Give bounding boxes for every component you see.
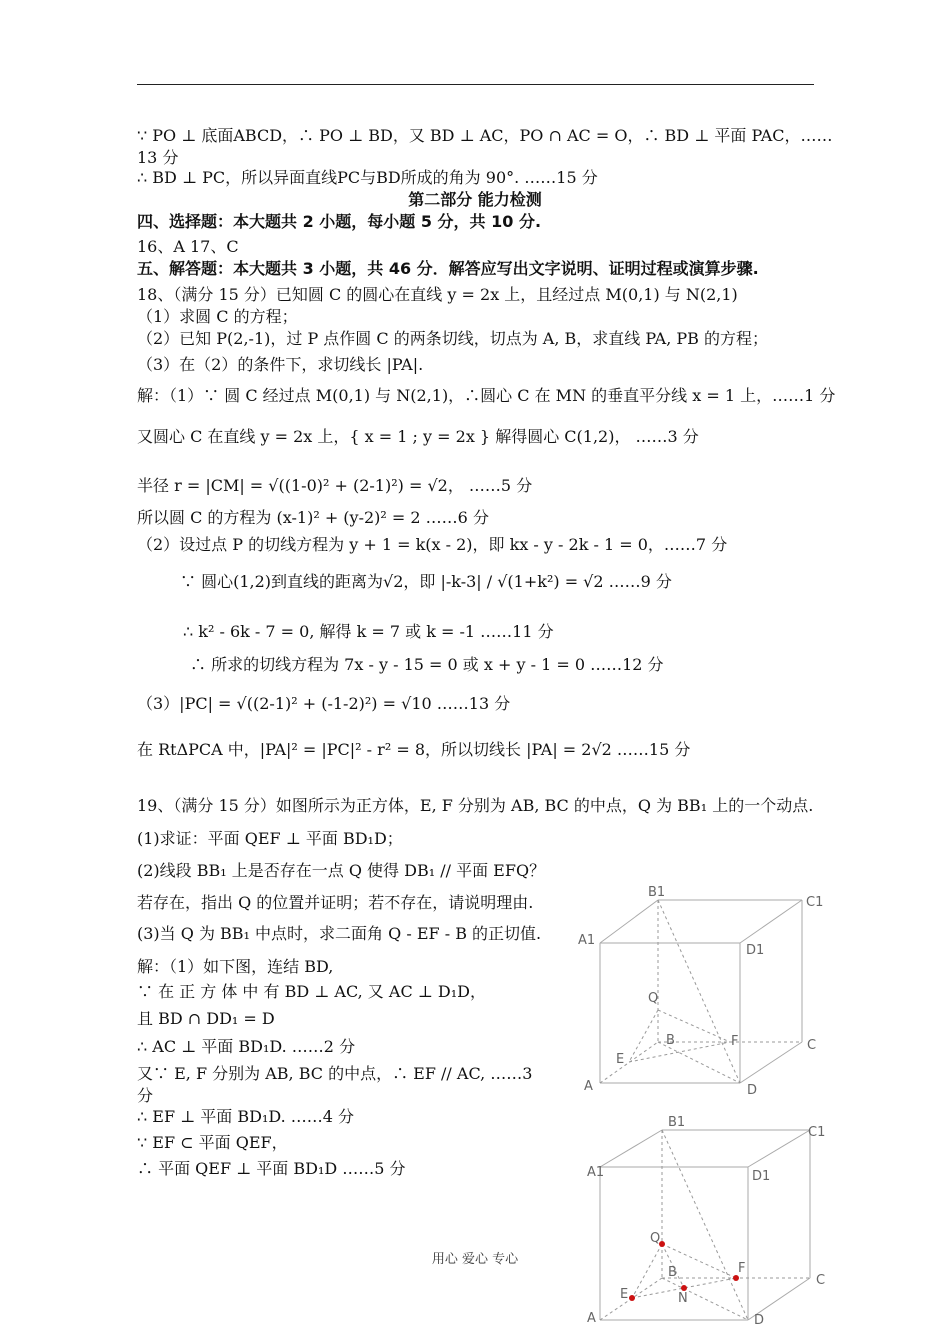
hidden-edge xyxy=(629,1042,730,1062)
label-a: A xyxy=(584,1079,593,1094)
label-f: F xyxy=(738,1261,746,1276)
label-c1: C1 xyxy=(806,895,824,910)
text-line: 13 分 xyxy=(137,148,179,167)
section-heading: 四、选择题：本大题共 2 小题，每小题 5 分，共 10 分. xyxy=(137,212,542,231)
text-line: （3）|PC| = √((2-1)² + (-1-2)²) = √10 ……13 分 xyxy=(137,694,511,713)
text-line: 所以圆 C 的方程为 (x-1)² + (y-2)² = 2 ……6 分 xyxy=(137,508,489,527)
problem-18: 18、（满分 15 分）已知圆 C 的圆心在直线 y = 2x 上，且经过点 M(0,1) 与 N(2,1) xyxy=(137,285,738,304)
hidden-edge xyxy=(600,1042,658,1083)
hidden-edge xyxy=(629,1010,658,1062)
label-c: C xyxy=(816,1273,826,1288)
text-line: 在 RtΔPCA 中，|PA|² = |PC|² - r² = 8，所以切线长 |PA| = 2√2 ……15 分 xyxy=(137,740,691,759)
text-line: （3）在（2）的条件下，求切线长 |PA|. xyxy=(137,355,424,374)
text-line: (1)求证：平面 QEF ⊥ 平面 BD₁D； xyxy=(137,829,403,848)
section-heading: 五、解答题：本大题共 3 小题，共 46 分．解答应写出文字说明、证明过程或演算步骤. xyxy=(137,259,759,278)
text-line: 解：（1）∵ 圆 C 经过点 M(0,1) 与 N(2,1)，∴圆心 C 在 MN 的垂直平分线 x = 1 上，……1 分 xyxy=(137,386,836,405)
point-e xyxy=(629,1295,635,1301)
label-e: E xyxy=(620,1287,629,1302)
edge xyxy=(600,900,658,943)
problem-19: 19、（满分 15 分）如图所示为正方体，E, F 分别为 AB, BC 的中点，Q 为 BB₁ 上的一个动点. xyxy=(137,796,814,815)
label-a: A xyxy=(587,1311,596,1326)
label-b: B xyxy=(666,1033,675,1048)
text-line: ∴ 所求的切线方程为 7x - y - 15 = 0 或 x + y - 1 = 0 ……12 分 xyxy=(190,655,664,674)
text-line: ∵ 在 正 方 体 中 有 BD ⊥ AC, 又 AC ⊥ D₁D， xyxy=(137,982,486,1001)
label-d1: D1 xyxy=(752,1169,771,1184)
text-line: （1）求圆 C 的方程； xyxy=(137,307,298,326)
edge xyxy=(748,1130,810,1167)
text-line: ∴ AC ⊥ 平面 BD₁D. ……2 分 xyxy=(137,1037,356,1056)
text-line: ∵ EF ⊂ 平面 QEF， xyxy=(137,1133,288,1152)
label-b: B xyxy=(668,1265,677,1280)
edge xyxy=(740,1042,802,1083)
hidden-edge xyxy=(658,900,740,1083)
label-d: D xyxy=(747,1083,758,1098)
page-footer: 用心 爱心 专心 xyxy=(431,1252,519,1267)
hidden-edge xyxy=(658,1042,740,1083)
answer-line: 16、A 17、C xyxy=(137,237,239,256)
cube-figure-1 xyxy=(570,880,840,1100)
text-line: 又圆心 C 在直线 y = 2x 上，{ x = 1 ; y = 2x } 解得圆心 C(1,2)， ……3 分 xyxy=(137,427,699,446)
label-d: D xyxy=(754,1313,765,1328)
text-line: 半径 r = |CM| = √((1-0)² + (2-1)²) = √2， ……5 分 xyxy=(137,476,533,495)
hidden-edge xyxy=(662,1130,748,1320)
text-line: 且 BD ∩ DD₁ = D xyxy=(137,1009,275,1028)
edge xyxy=(740,900,802,943)
label-n: N xyxy=(678,1291,688,1306)
text-line: (3)当 Q 为 BB₁ 中点时，求二面角 Q - EF - B 的正切值. xyxy=(137,924,542,943)
edge xyxy=(600,1130,662,1167)
cube-figure-2 xyxy=(570,1110,840,1336)
label-f: F xyxy=(731,1034,739,1049)
label-e: E xyxy=(616,1052,625,1067)
label-d1: D1 xyxy=(746,943,765,958)
label-a1: A1 xyxy=(578,933,596,948)
text-line: ∴ 平面 QEF ⊥ 平面 BD₁D ……5 分 xyxy=(137,1159,406,1178)
text-line: 又∵ E, F 分别为 AB, BC 的中点，∴ EF // AC, ……3 xyxy=(137,1064,533,1083)
header-rule xyxy=(137,84,814,85)
text-line: （2）设过点 P 的切线方程为 y + 1 = k(x - 2)，即 kx - y - 2k - 1 = 0，……7 分 xyxy=(137,535,728,554)
text-line: 分 xyxy=(137,1086,154,1105)
text-line: ∵ PO ⊥ 底面ABCD，∴ PO ⊥ BD，又 BD ⊥ AC，PO ∩ AC = O，∴ BD ⊥ 平面 PAC，…… xyxy=(137,126,833,145)
text-line: (2)线段 BB₁ 上是否存在一点 Q 使得 DB₁ // 平面 EFQ？ xyxy=(137,861,546,880)
label-q: Q xyxy=(648,991,659,1006)
text-line: 解：（1）如下图，连结 BD, xyxy=(137,957,334,976)
text-line: （2）已知 P(2,-1)，过 P 点作圆 C 的两条切线，切点为 A, B，求直线 PA, PB 的方程； xyxy=(137,329,769,348)
text-line: ∴ EF ⊥ 平面 BD₁D. ……4 分 xyxy=(137,1107,355,1126)
label-a1: A1 xyxy=(587,1165,605,1180)
section-title: 第二部分 能力检测 xyxy=(408,190,542,209)
text-line: ∵ 圆心(1,2)到直线的距离为√2，即 |-k-3| / √(1+k²) = √2 ……9 分 xyxy=(180,572,672,591)
label-c1: C1 xyxy=(808,1125,826,1140)
label-c: C xyxy=(807,1038,817,1053)
label-b1: B1 xyxy=(648,885,666,900)
text-line: 若存在，指出 Q 的位置并证明；若不存在，请说明理由. xyxy=(137,893,534,912)
text-line: ∴ k² - 6k - 7 = 0, 解得 k = 7 或 k = -1 ……11 分 xyxy=(183,622,554,641)
text-line: ∴ BD ⊥ PC，所以异面直线PC与BD所成的角为 90°. ……15 分 xyxy=(137,168,598,187)
label-q: Q xyxy=(650,1231,661,1246)
label-b1: B1 xyxy=(668,1115,686,1130)
